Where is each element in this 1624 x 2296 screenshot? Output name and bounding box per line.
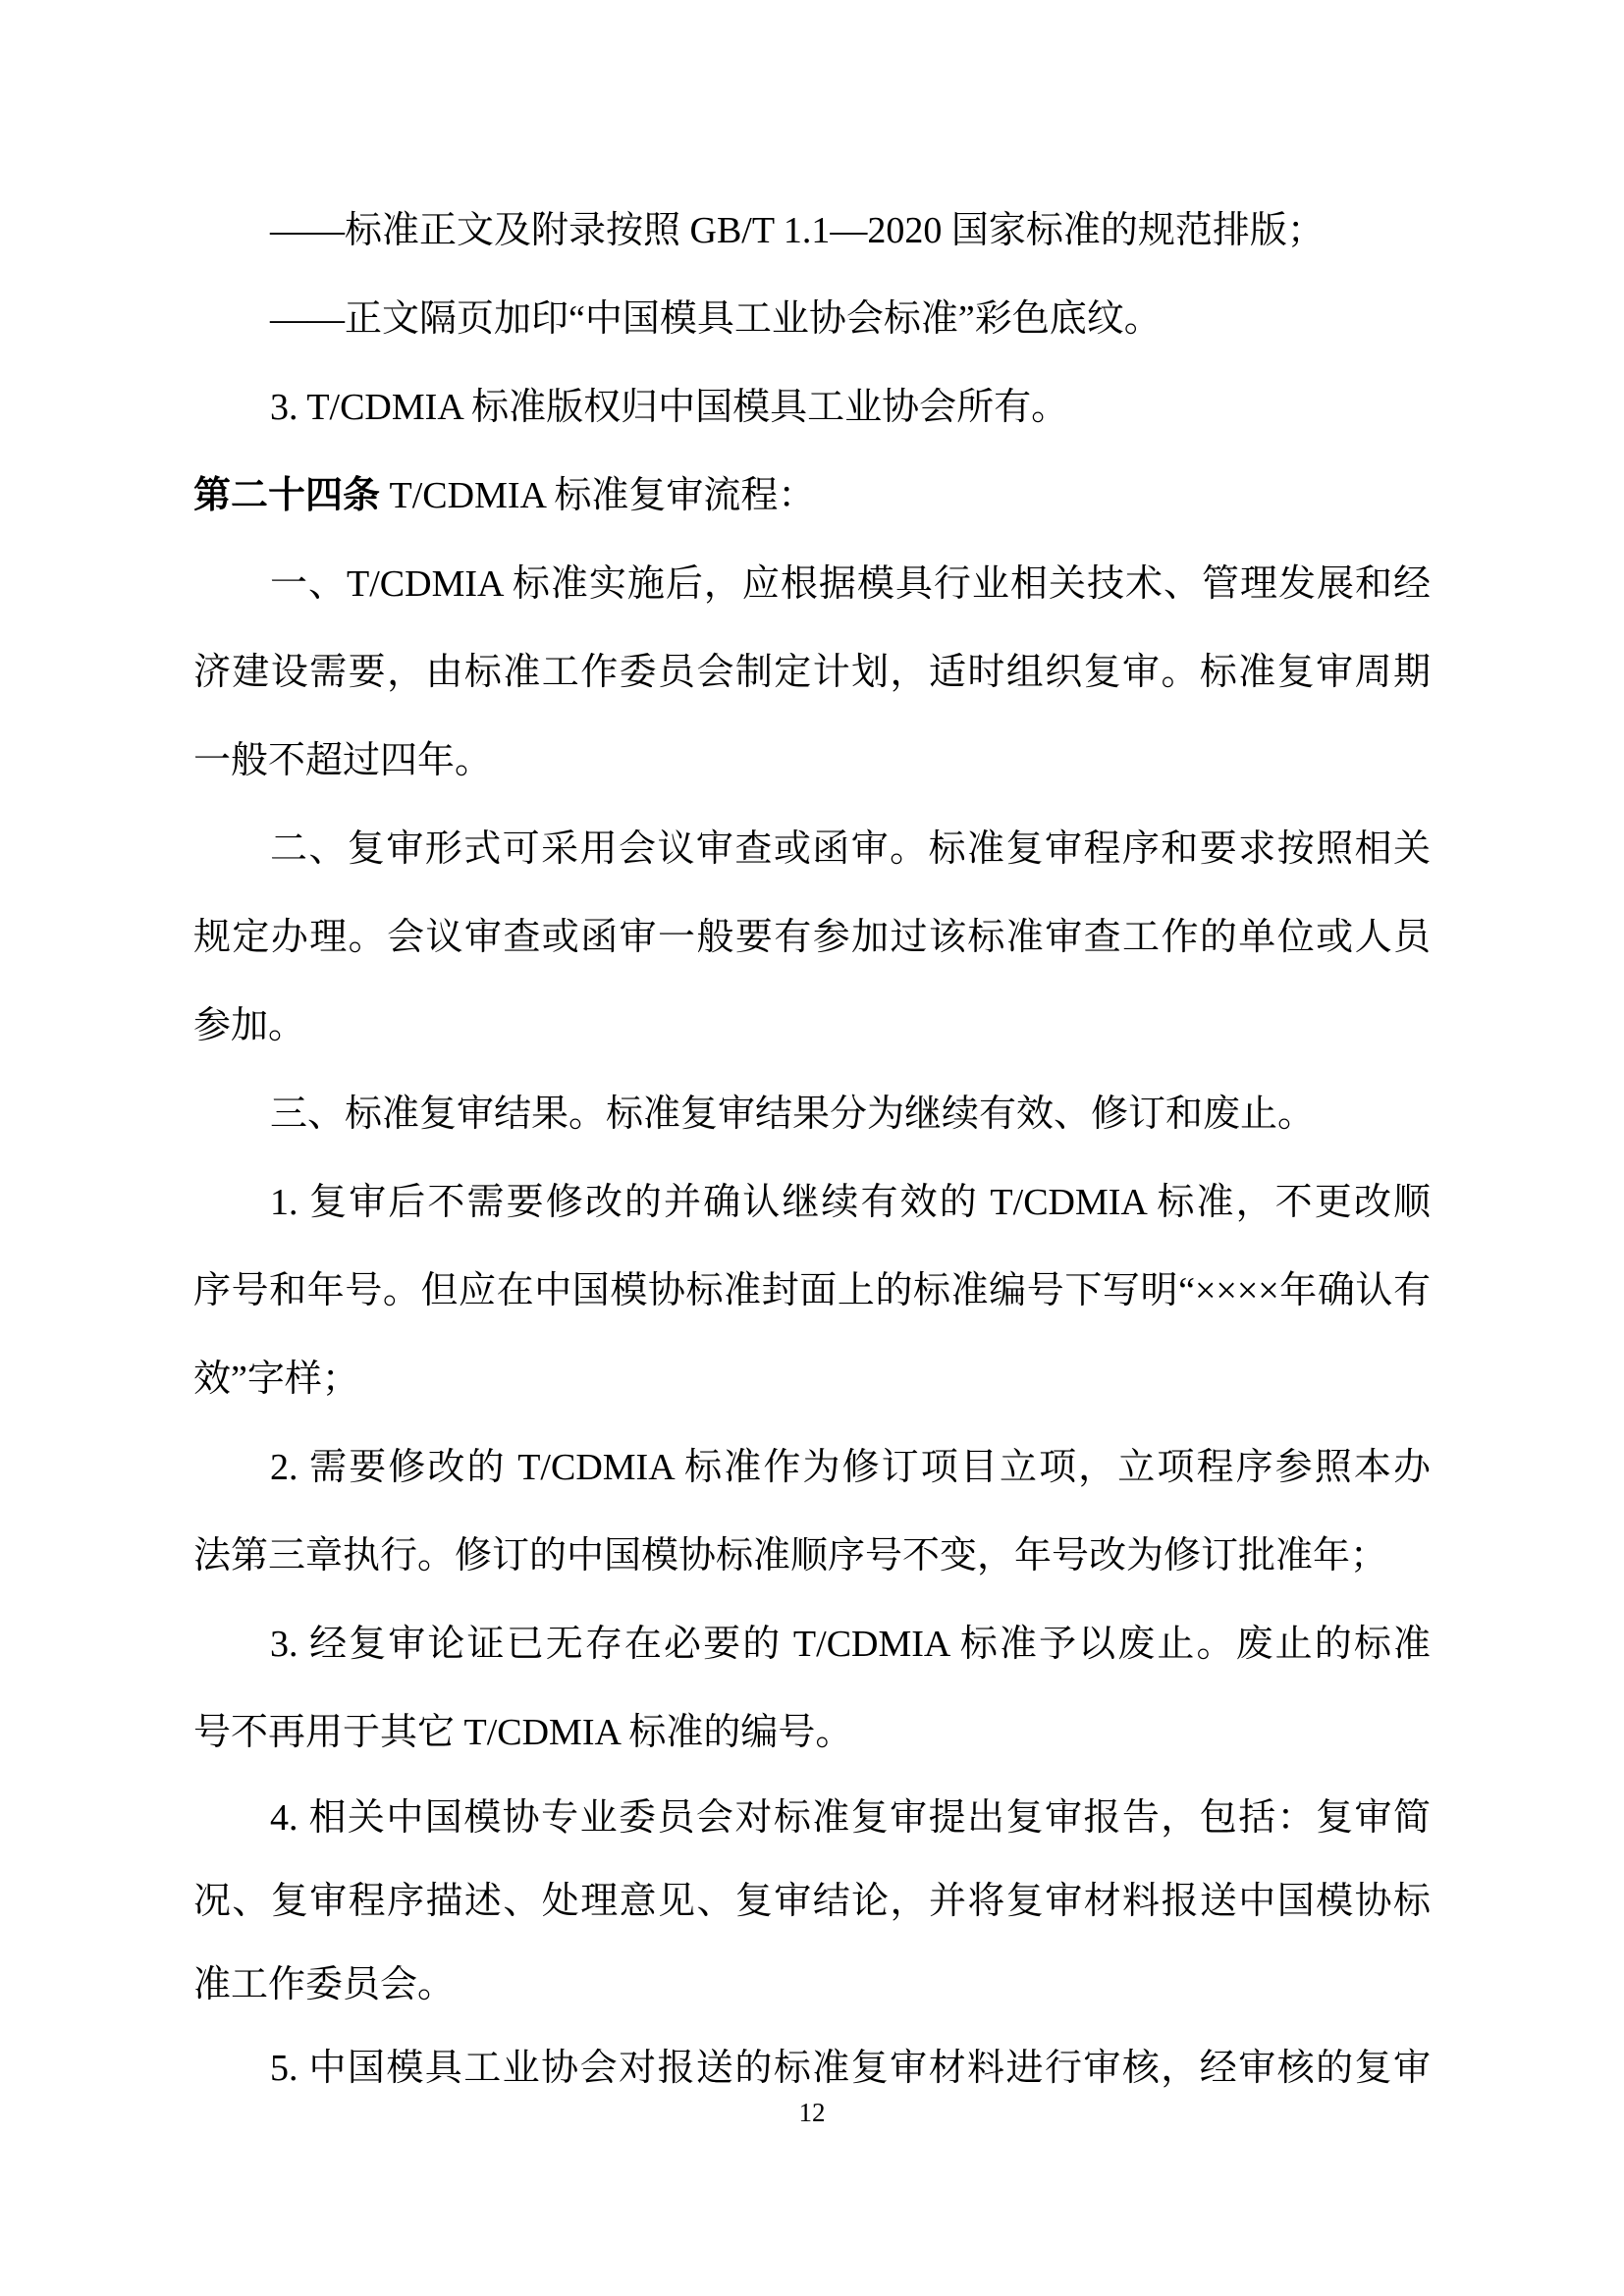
text-line: ——标准正文及附录按照 GB/T 1.1—2020 国家标准的规范排版； xyxy=(270,210,1325,251)
text-line: 准工作委员会。 xyxy=(193,1964,456,2005)
text-line: 效”字样； xyxy=(193,1359,359,1400)
text-line: 规定办理。会议审查或函审一般要有参加过该标准审查工作的单位或人员 xyxy=(193,917,1431,958)
text-line: 1. 复审后不需要修改的并确认继续有效的 T/CDMIA 标准，不更改顺 xyxy=(270,1182,1431,1223)
text-line: 济建设需要，由标准工作委员会制定计划，适时组织复审。标准复审周期 xyxy=(193,652,1431,693)
text-line: 一般不超过四年。 xyxy=(193,740,493,781)
text-line: 3. 经复审论证已无存在必要的 T/CDMIA 标准予以废止。废止的标准 xyxy=(270,1624,1431,1665)
article-title: T/CDMIA 标准复审流程： xyxy=(380,475,816,516)
text-line: 参加。 xyxy=(193,1005,306,1046)
text-line: 5. 中国模具工业协会对报送的标准复审材料进行审核，经审核的复审 xyxy=(270,2048,1431,2089)
text-line: 法第三章执行。修订的中国模协标准顺序号不变，年号改为修订批准年； xyxy=(193,1535,1388,1576)
text-line: ——正文隔页加印“中国模具工业协会标准”彩色底纹。 xyxy=(270,298,1162,340)
document-body xyxy=(193,187,1431,2110)
text-line: 序号和年号。但应在中国模协标准封面上的标准编号下写明“××××年确认有 xyxy=(193,1270,1431,1311)
article-heading xyxy=(193,452,1431,540)
page-number: 12 xyxy=(798,2098,826,2127)
text-line: 二、复审形式可采用会议审查或函审。标准复审程序和要求按照相关 xyxy=(270,828,1431,870)
text-line: 三、标准复审结果。标准复审结果分为继续有效、修订和废止。 xyxy=(270,1094,1316,1135)
text-line: 3. T/CDMIA 标准版权归中国模具工业协会所有。 xyxy=(270,387,1069,428)
text-line: 况、复审程序描述、处理意见、复审结论，并将复审材料报送中国模协标 xyxy=(193,1881,1431,1922)
text-line: 2. 需要修改的 T/CDMIA 标准作为修订项目立项，立项程序参照本办 xyxy=(270,1447,1431,1488)
text-line: 号不再用于其它 T/CDMIA 标准的编号。 xyxy=(193,1712,853,1753)
text-line: 4. 相关中国模协专业委员会对标准复审提出复审报告，包括：复审简 xyxy=(270,1797,1431,1839)
text-line: 一、T/CDMIA 标准实施后，应根据模具行业相关技术、管理发展和经 xyxy=(270,563,1431,605)
article-number: 第二十四条 xyxy=(193,475,381,516)
